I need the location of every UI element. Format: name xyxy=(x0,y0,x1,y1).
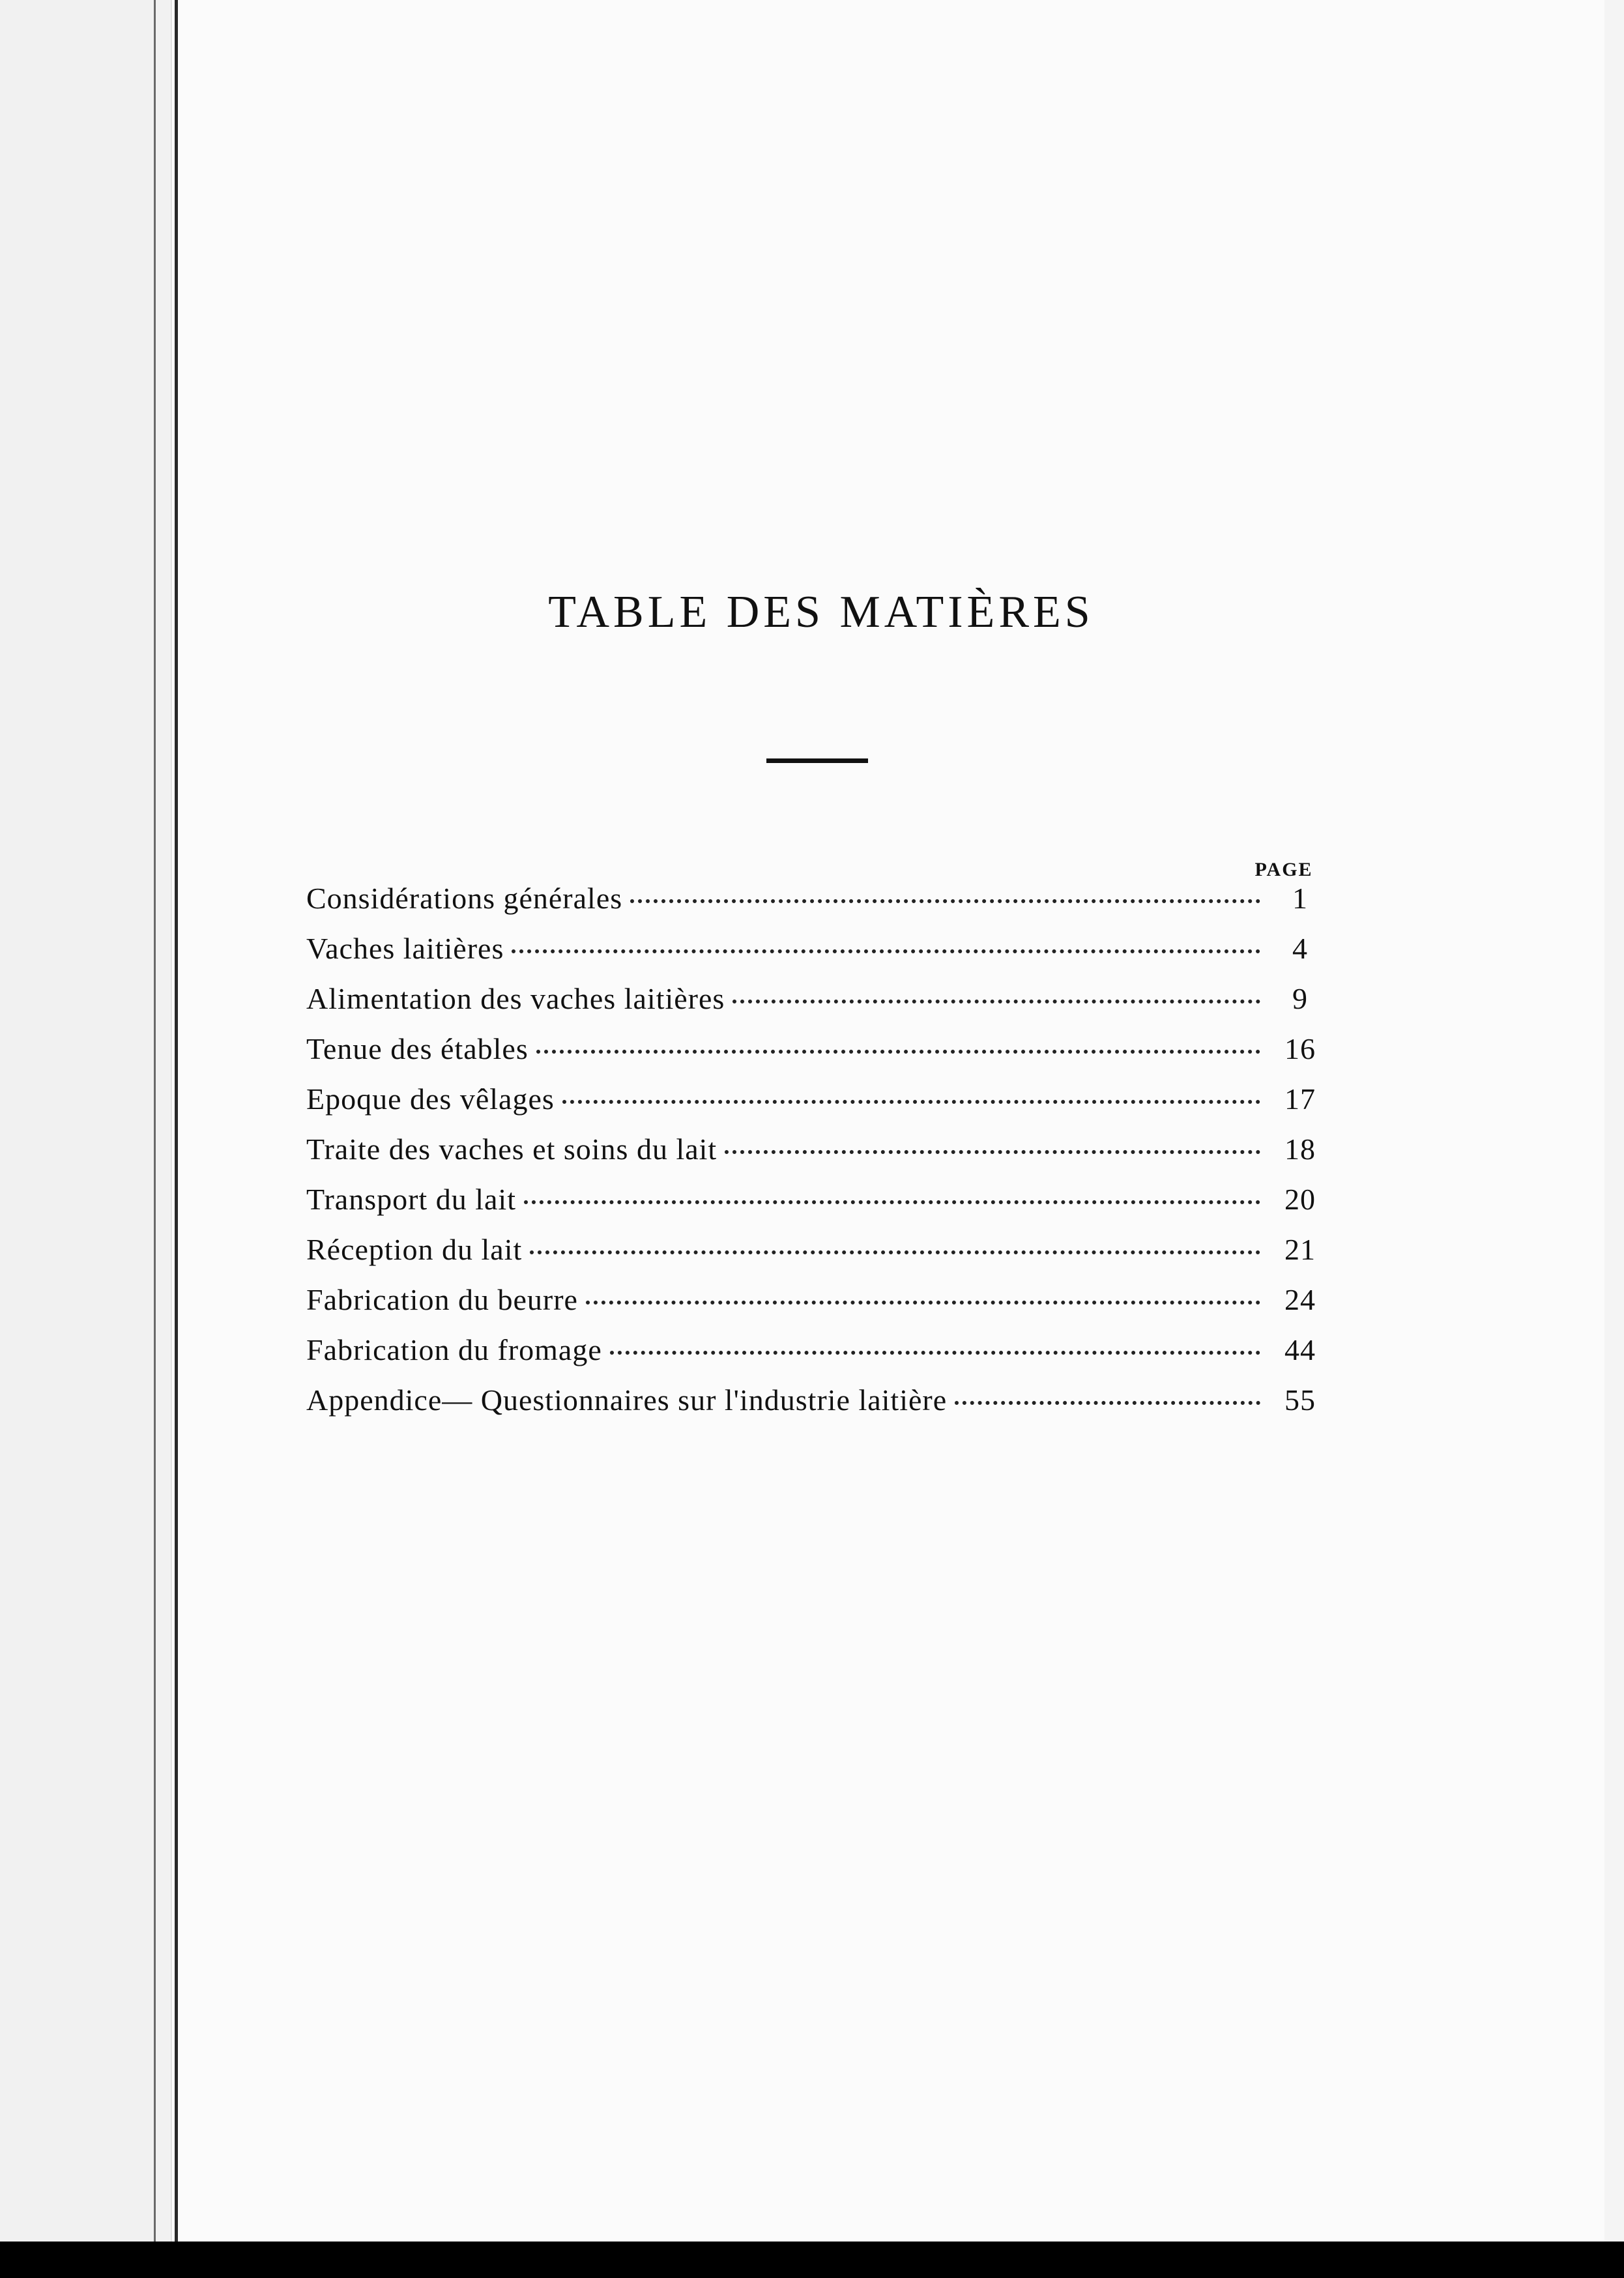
toc-entry-label: Vaches laitières xyxy=(306,932,504,965)
toc-entry-label: Appendice— Questionnaires sur l'industrie laitière xyxy=(306,1383,948,1417)
table-of-contents xyxy=(306,881,1329,1433)
toc-entry[interactable] xyxy=(306,1132,1329,1182)
toc-entry[interactable] xyxy=(306,1282,1329,1333)
dot-leader xyxy=(524,1200,1260,1204)
dot-leader xyxy=(630,899,1260,903)
toc-entry-page: 4 xyxy=(1292,932,1308,965)
dot-leader xyxy=(536,1049,1260,1054)
toc-entry-page: 1 xyxy=(1292,882,1308,915)
toc-entry[interactable] xyxy=(306,1082,1329,1132)
scan-border-bottom xyxy=(0,2242,1624,2278)
toc-entry-page: 21 xyxy=(1284,1233,1316,1266)
toc-entry[interactable] xyxy=(306,931,1329,981)
dot-leader xyxy=(955,1400,1260,1405)
toc-entry-label: Fabrication du beurre xyxy=(306,1283,578,1316)
toc-entry-page: 44 xyxy=(1284,1333,1316,1366)
toc-entry-page: 16 xyxy=(1284,1032,1316,1065)
title-rule-divider xyxy=(766,758,868,763)
toc-entry-label: Considérations générales xyxy=(306,882,623,915)
toc-entry[interactable] xyxy=(306,1333,1329,1383)
page-title: TABLE DES MATIÈRES xyxy=(548,587,1094,637)
toc-entry[interactable] xyxy=(306,881,1329,931)
dot-leader xyxy=(562,1099,1260,1104)
toc-entry-page: 9 xyxy=(1292,982,1308,1015)
toc-entry-label: Traite des vaches et soins du lait xyxy=(306,1132,718,1166)
toc-entry[interactable] xyxy=(306,1031,1329,1082)
toc-entry[interactable] xyxy=(306,1232,1329,1282)
toc-entry[interactable] xyxy=(306,981,1329,1031)
dot-leader xyxy=(725,1149,1260,1154)
dot-leader xyxy=(530,1250,1260,1254)
binding-fold-line xyxy=(154,0,156,2242)
page-right-margin xyxy=(1604,0,1624,2242)
toc-entry-label: Fabrication du fromage xyxy=(306,1333,602,1366)
toc-entry-page: 24 xyxy=(1284,1283,1316,1316)
toc-entry[interactable] xyxy=(306,1383,1329,1433)
toc-entry-label: Transport du lait xyxy=(306,1183,516,1216)
toc-entry-page: 20 xyxy=(1284,1183,1316,1216)
dot-leader xyxy=(732,999,1260,1003)
dot-leader xyxy=(610,1350,1260,1355)
toc-entry-page: 17 xyxy=(1284,1082,1316,1116)
toc-entry-label: Alimentation des vaches laitières xyxy=(306,982,725,1015)
toc-entry[interactable] xyxy=(306,1182,1329,1232)
toc-entry-label: Tenue des étables xyxy=(306,1032,529,1065)
toc-entry-page: 18 xyxy=(1284,1132,1316,1166)
toc-entry-label: Epoque des vêlages xyxy=(306,1082,555,1116)
toc-entry-label: Réception du lait xyxy=(306,1233,523,1266)
toc-entry-page: 55 xyxy=(1284,1383,1316,1417)
page-column-header: PAGE xyxy=(1254,859,1313,880)
dot-leader xyxy=(586,1300,1260,1305)
dot-leader xyxy=(512,949,1260,953)
facing-page-edge xyxy=(0,0,172,2242)
